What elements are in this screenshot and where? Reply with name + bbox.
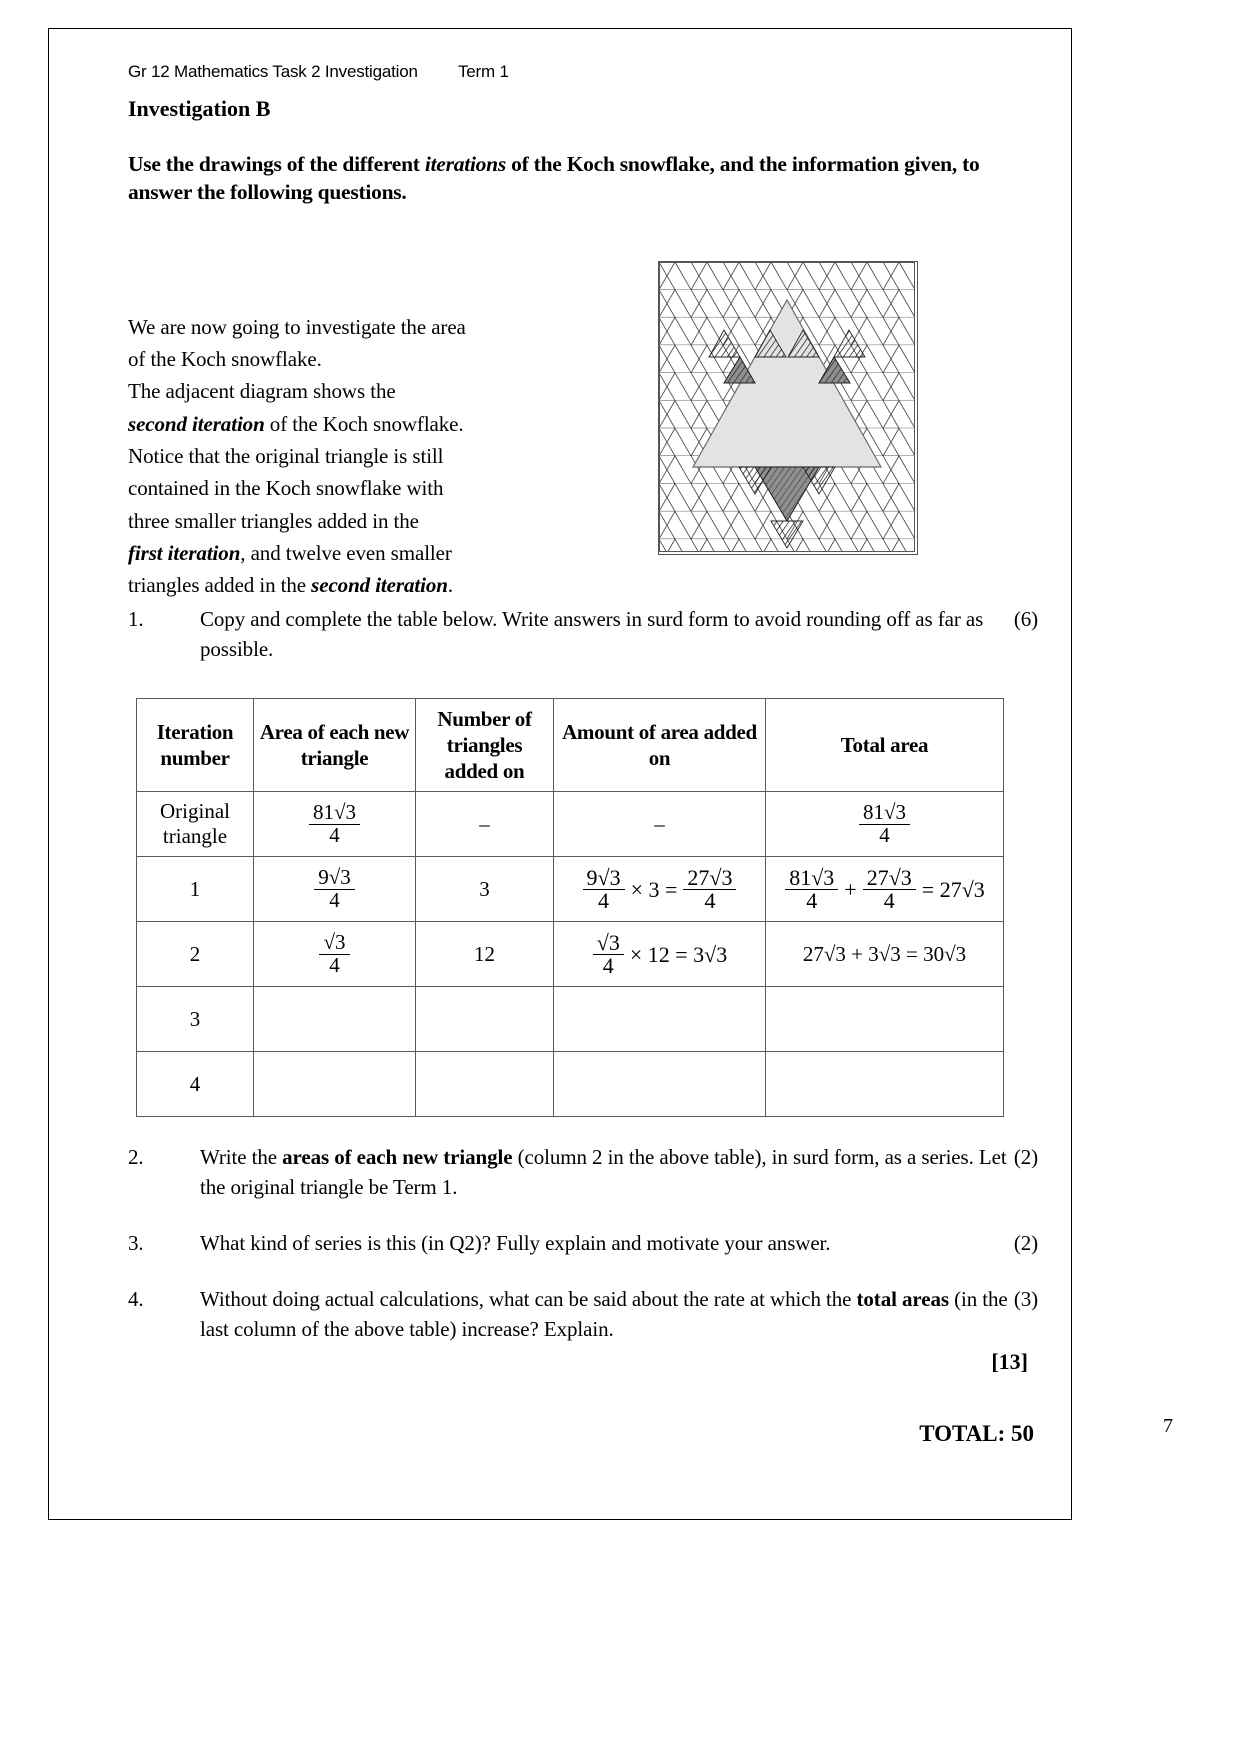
math-expression <box>582 864 738 914</box>
fraction-numerator: √3 <box>323 930 346 955</box>
para-line8: , and twelve even smaller <box>240 541 452 566</box>
question-2-text-part2: (column 2 in the above table), in surd form, as a series. Let the original triangle be Term 1. <box>200 1145 1007 1200</box>
question-3-text: What kind of series is this (in Q2)? Fully explain and motivate your answer. <box>200 1231 831 1256</box>
fraction-denominator: 4 <box>314 889 355 912</box>
fraction-numerator: 27√3 <box>687 864 733 890</box>
question-3-number: 3. <box>128 1231 144 1256</box>
fraction <box>583 864 625 914</box>
question-4-text-part2: (in the last column of the above table) increase? Explain. <box>200 1286 1008 1341</box>
fraction-denominator: 4 <box>863 889 916 913</box>
cell-count[interactable] <box>416 1052 554 1117</box>
cell-amount-added <box>554 922 766 987</box>
cell-total-area[interactable] <box>766 987 1004 1052</box>
cell-total-area[interactable] <box>766 1052 1004 1117</box>
running-header <box>128 62 1038 82</box>
question-3-marks: (2) <box>1013 1231 1038 1256</box>
para-line7: three smaller triangles added in the <box>128 508 419 533</box>
koch-area-table <box>136 698 1004 1117</box>
term-label: Term 1 <box>458 62 509 81</box>
table-row <box>137 1052 1004 1117</box>
question-4-text-part1: Without doing actual calculations, what can be said about the rate at which the <box>200 1286 857 1311</box>
cell-iteration: Original triangle <box>137 792 254 857</box>
question-4 <box>128 1285 1038 1345</box>
header-area-each-new-triangle: Area of each new triangle <box>254 699 416 792</box>
course-title: Gr 12 Mathematics Task 2 Investigation <box>128 62 418 81</box>
koch-snowflake-diagram <box>659 262 915 552</box>
lead-part2: of the Koch snowflake, and the information given, to answer the following questions. <box>128 152 980 205</box>
lead-part1: Use the drawings of the different <box>128 152 425 176</box>
fraction-denominator: 4 <box>583 889 625 913</box>
cell-iteration: 3 <box>137 987 254 1052</box>
math-operator: + <box>844 876 857 902</box>
fraction-denominator: 4 <box>319 954 349 977</box>
cell-area-each <box>254 792 416 857</box>
fraction <box>859 802 910 847</box>
para-emph-first-iteration: first iteration <box>128 541 241 566</box>
cell-area-each[interactable] <box>254 987 416 1052</box>
math-result: = 27√3 <box>921 876 985 902</box>
math-expression <box>784 864 985 914</box>
cell-amount-added: – <box>554 792 766 857</box>
fraction-numerator: 9√3 <box>586 864 621 890</box>
page-content <box>128 62 1038 1447</box>
question-4-number: 4. <box>128 1286 144 1311</box>
fraction-denominator: 4 <box>683 889 736 913</box>
cell-amount-added <box>554 857 766 922</box>
math-expression <box>592 929 728 979</box>
fraction-denominator: 4 <box>593 954 624 978</box>
fraction <box>863 864 916 914</box>
fraction <box>319 932 349 977</box>
math-operator: × 12 = 3√3 <box>629 941 728 967</box>
table-row <box>137 857 1004 922</box>
cell-iteration: 2 <box>137 922 254 987</box>
cell-count[interactable] <box>416 987 554 1052</box>
fraction-numerator: √3 <box>596 929 620 955</box>
header-iteration-number: Iteration number <box>137 699 254 792</box>
question-2 <box>128 1143 1038 1203</box>
question-2-text-part1: Write the <box>200 1145 283 1170</box>
fraction <box>785 864 838 914</box>
para-line1: We are now going to investigate the area <box>128 314 466 339</box>
question-4-marks: (3) <box>1013 1286 1038 1311</box>
fraction-numerator: 81√3 <box>862 800 907 825</box>
para-line9: triangles added in the <box>128 573 312 598</box>
table-header-row <box>137 699 1004 792</box>
para-line3: The adjacent diagram shows the <box>128 379 396 404</box>
fraction-numerator: 81√3 <box>312 800 357 825</box>
section-total-marks: [13] <box>991 1348 1028 1374</box>
math-operator: × 3 = <box>630 876 678 902</box>
cell-iteration: 4 <box>137 1052 254 1117</box>
para-line10: . <box>447 573 453 598</box>
description-and-figure <box>128 279 1038 598</box>
para-emph-second-iteration: second iteration <box>128 411 265 436</box>
cell-count: – <box>416 792 554 857</box>
cell-iteration: 1 <box>137 857 254 922</box>
table-row <box>137 922 1004 987</box>
question-1 <box>128 605 1038 665</box>
header-number-of-triangles: Number of triangles added on <box>416 699 554 792</box>
fraction-numerator: 27√3 <box>866 864 912 890</box>
header-amount-of-area-added: Amount of area added on <box>554 699 766 792</box>
fraction-numerator: 9√3 <box>318 865 351 890</box>
question-1-marks: (6) <box>1013 606 1038 631</box>
investigation-title: Investigation B <box>128 96 271 121</box>
grand-total: TOTAL: 50 <box>919 1420 1034 1446</box>
table-row <box>137 987 1004 1052</box>
cell-total-area <box>766 857 1004 922</box>
table-row <box>137 792 1004 857</box>
question-2-body <box>200 1143 1038 1203</box>
cell-amount-added[interactable] <box>554 1052 766 1117</box>
lead-emphasis: iterations <box>424 152 506 176</box>
para-line6: contained in the Koch snowflake with <box>128 476 444 501</box>
cell-area-each <box>254 857 416 922</box>
cell-count: 12 <box>416 922 554 987</box>
question-4-bold: total areas <box>856 1286 949 1311</box>
question-3-body <box>200 1229 1038 1259</box>
fraction-numerator: 81√3 <box>789 864 835 890</box>
fraction <box>683 864 736 914</box>
question-2-marks: (2) <box>1013 1145 1038 1170</box>
page-number: 7 <box>1163 1415 1173 1437</box>
header-total-area: Total area <box>766 699 1004 792</box>
question-1-text: Copy and complete the table below. Write answers in surd form to avoid rounding off as far as possible. <box>200 606 984 661</box>
cell-area-each[interactable] <box>254 1052 416 1117</box>
question-1-body <box>200 605 1038 665</box>
question-2-bold: areas of each new triangle <box>282 1145 513 1170</box>
fraction <box>314 867 355 912</box>
question-3 <box>128 1229 1038 1259</box>
question-4-body <box>200 1285 1038 1345</box>
para-line2: of the Koch snowflake. <box>128 347 322 372</box>
para-line4: of the Koch snowflake. <box>264 411 464 436</box>
fraction <box>593 929 624 979</box>
question-1-number: 1. <box>128 606 144 631</box>
question-2-number: 2. <box>128 1145 144 1170</box>
fraction-denominator: 4 <box>859 824 910 847</box>
fraction-denominator: 4 <box>309 824 360 847</box>
description-paragraph <box>128 311 548 602</box>
fraction-denominator: 4 <box>785 889 838 913</box>
koch-snowflake-figure <box>658 261 918 555</box>
lead-instruction <box>128 150 1028 207</box>
para-line5: Notice that the original triangle is still <box>128 444 444 469</box>
cell-amount-added[interactable] <box>554 987 766 1052</box>
cell-count: 3 <box>416 857 554 922</box>
para-emph-second-iteration-2: second iteration <box>311 573 448 598</box>
cell-total-area <box>766 792 1004 857</box>
cell-area-each <box>254 922 416 987</box>
cell-total-area: 27√3 + 3√3 = 30√3 <box>766 922 1004 987</box>
fraction <box>309 802 360 847</box>
